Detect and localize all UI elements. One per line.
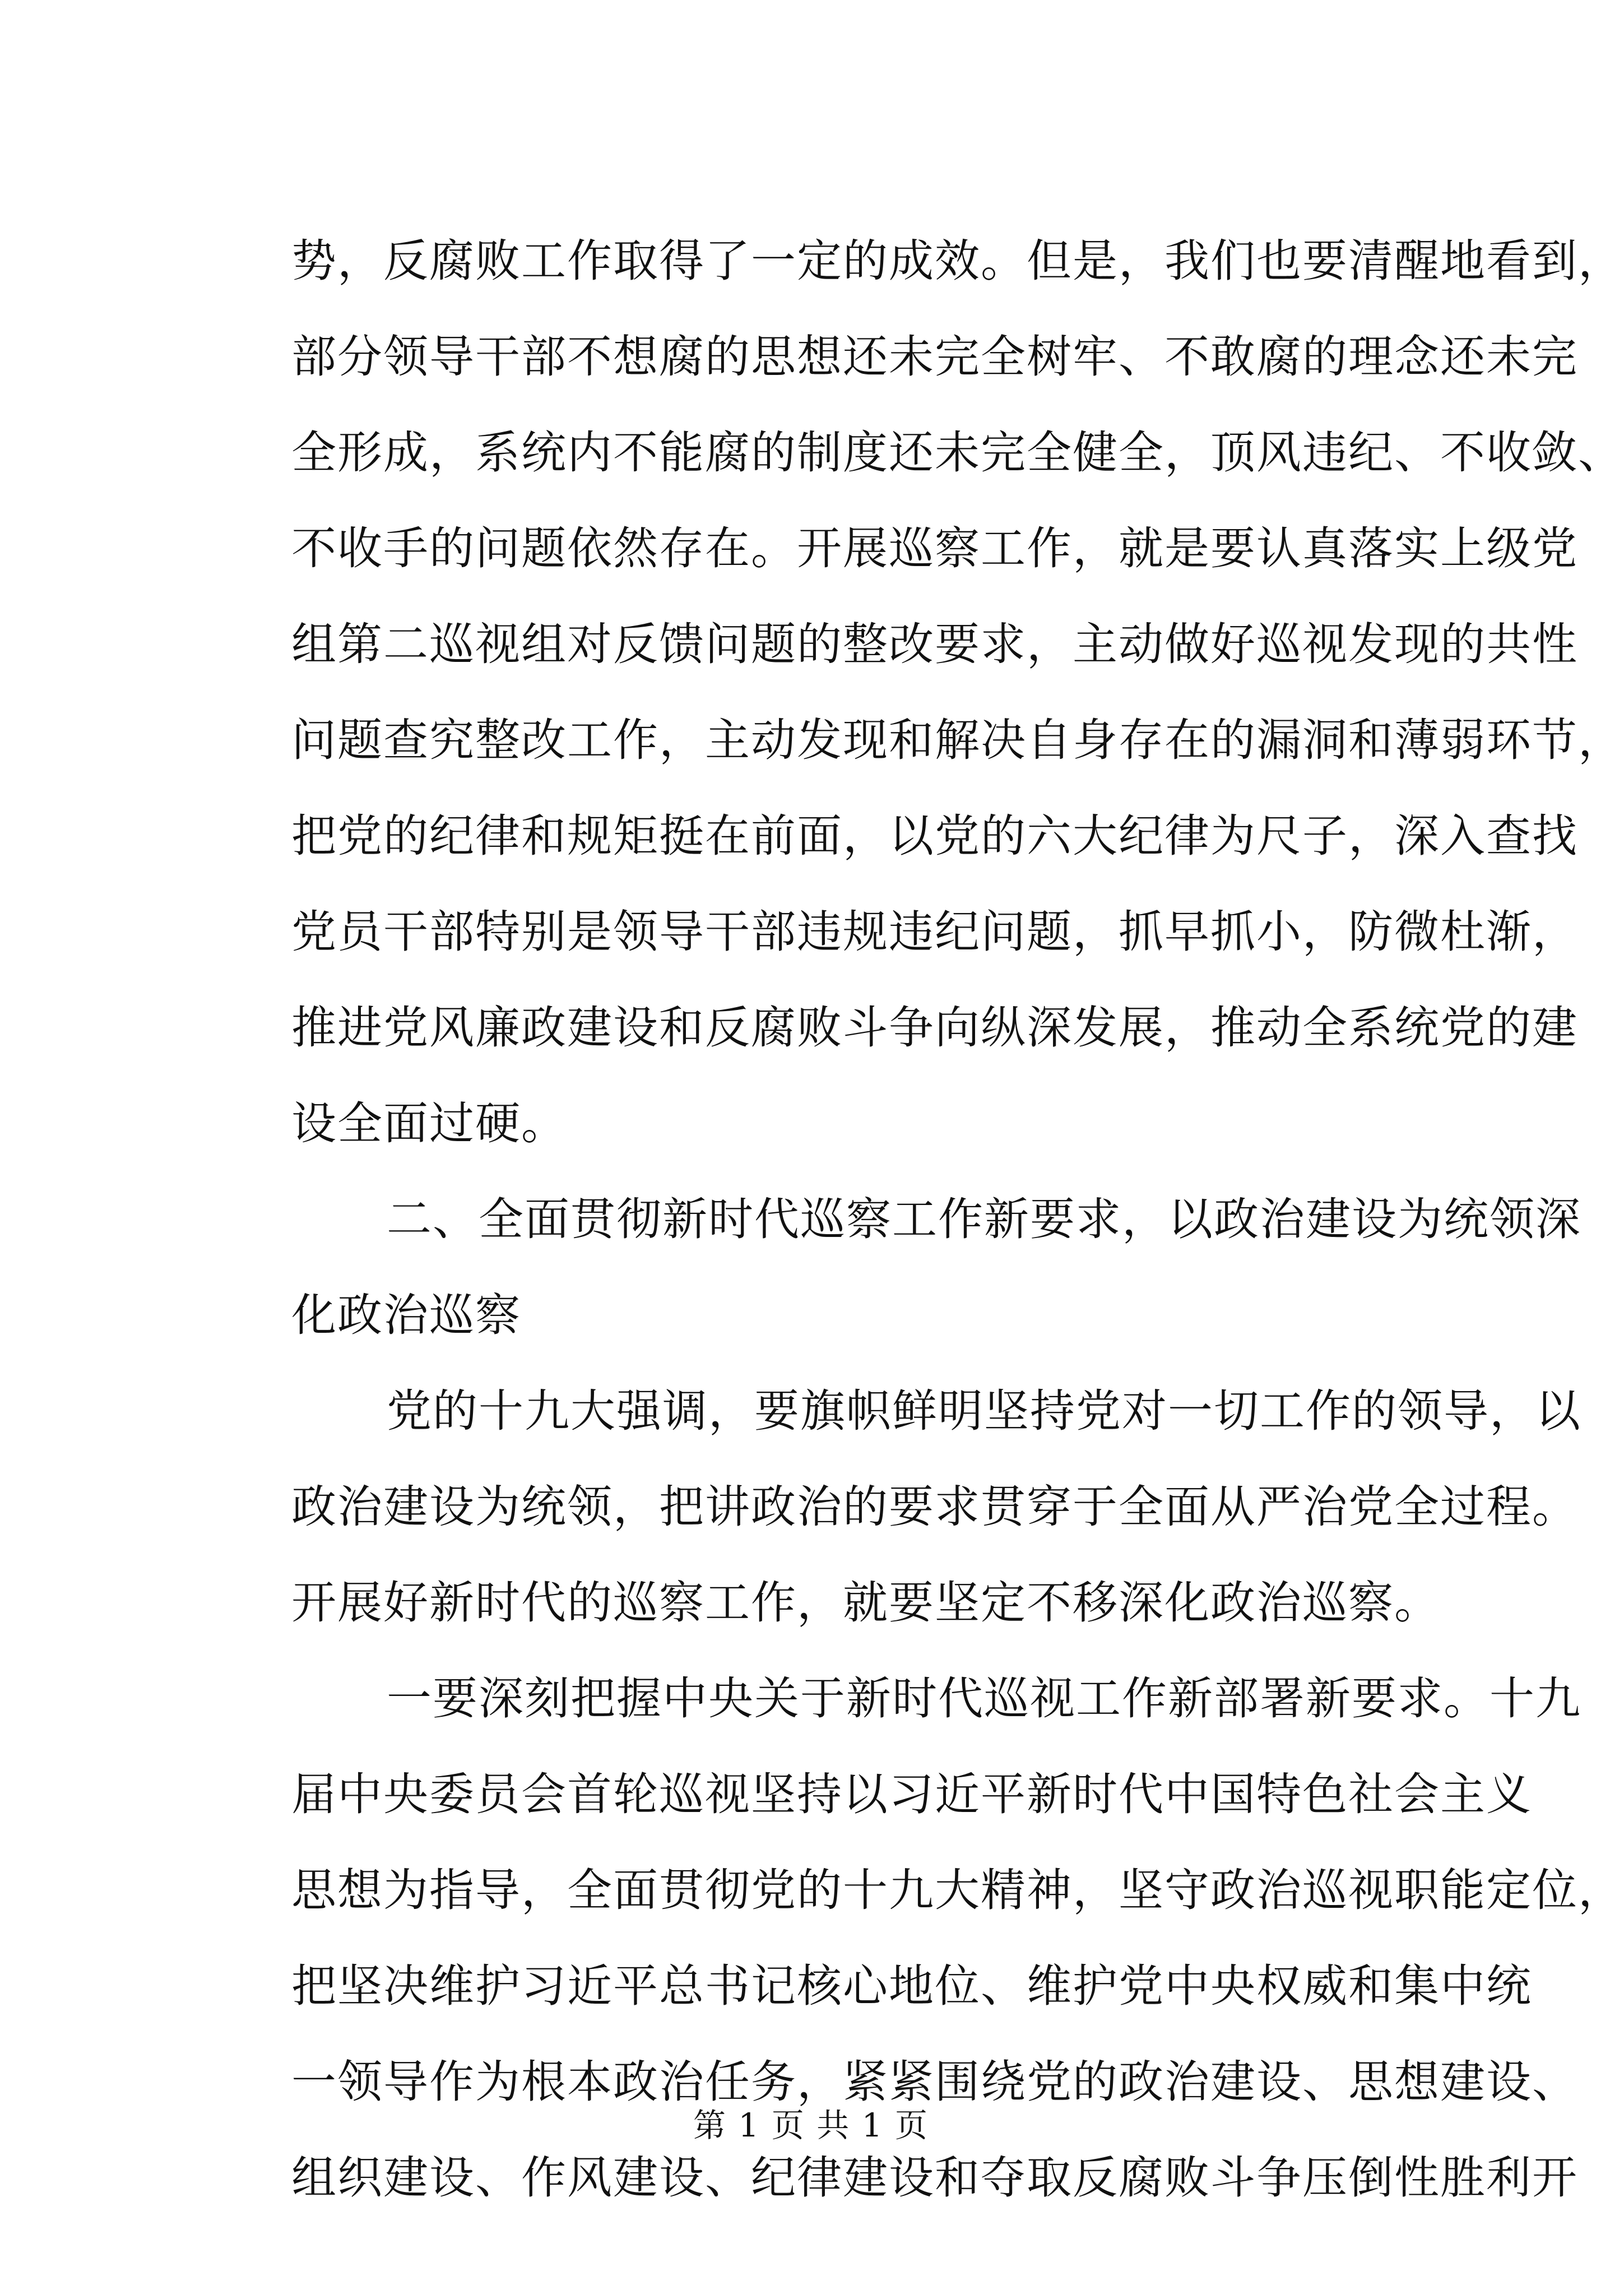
text-line: 党的十九大强调，要旗帜鲜明坚持党对一切工作的领导，以: [387, 1385, 1581, 1437]
text-line: 组织建设、作风建设、纪律建设和夺取反腐败斗争压倒性胜利开: [291, 2152, 1578, 2204]
page-footer: 第 1 页 共 1 页: [693, 2106, 929, 2144]
text-line: 开展好新时代的巡察工作，就要坚定不移深化政治巡察。: [291, 1577, 1440, 1629]
text-line: 把坚决维护习近平总书记核心地位、维护党中央权威和集中统: [291, 1960, 1532, 2012]
text-line: 推进党风廉政建设和反腐败斗争向纵深发展，推动全系统党的建: [291, 1002, 1578, 1054]
text-line: 二、全面贯彻新时代巡察工作新要求，以政治建设为统领深: [387, 1193, 1581, 1245]
text-line: 部分领导干部不想腐的思想还未完全树牢、不敢腐的理念还未完: [291, 331, 1578, 383]
text-line: 设全面过硬。: [291, 1097, 567, 1150]
text-line: 势，反腐败工作取得了一定的成效。但是，我们也要清醒地看到，: [291, 235, 1624, 287]
text-line: 化政治巡察: [291, 1289, 521, 1341]
text-line: 政治建设为统领，把讲政治的要求贯穿于全面从严治党全过程。: [291, 1481, 1578, 1533]
text-line: 问题查究整改工作，主动发现和解决自身存在的漏洞和薄弱环节，: [291, 714, 1624, 766]
text-line: 思想为指导，全面贯彻党的十九大精神，坚守政治巡视职能定位，: [291, 1864, 1624, 1916]
text-line: 届中央委员会首轮巡视坚持以习近平新时代中国特色社会主义: [291, 1768, 1532, 1820]
text-line: 把党的纪律和规矩挺在前面，以党的六大纪律为尺子，深入查找: [291, 810, 1578, 862]
text-line: 党员干部特别是领导干部违规违纪问题，抓早抓小，防微杜渐，: [291, 906, 1578, 958]
text-line: 不收手的问题依然存在。开展巡察工作，就是要认真落实上级党: [291, 522, 1578, 574]
document-body: [291, 213, 1624, 2226]
text-line: 一要深刻把握中央关于新时代巡视工作新部署新要求。十九: [387, 1672, 1581, 1725]
text-line: 一领导作为根本政治任务，紧紧围绕党的政治建设、思想建设、: [291, 2056, 1578, 2108]
text-line: 全形成，系统内不能腐的制度还未完全健全，顶风违纪、不收敛、: [291, 427, 1624, 479]
text-line: 组第二巡视组对反馈问题的整改要求，主动做好巡视发现的共性: [291, 618, 1578, 670]
